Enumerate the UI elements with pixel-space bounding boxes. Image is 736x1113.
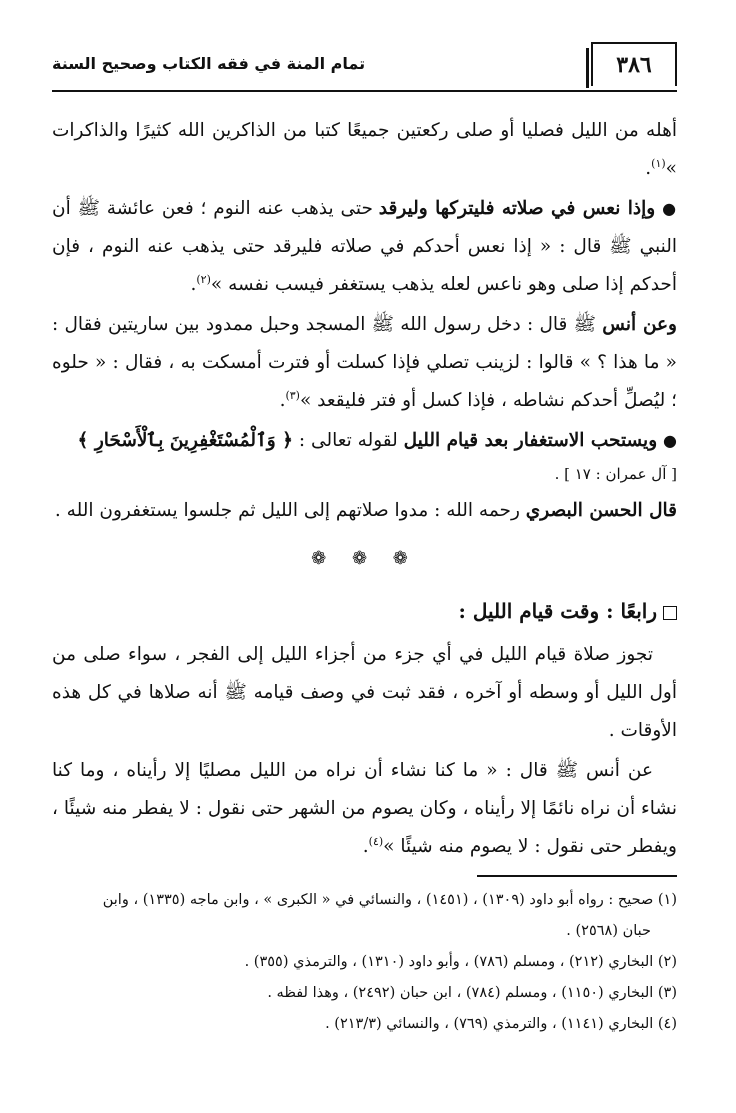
footnote-4: (٤) البخاري (١١٤١) ، والترمذي (٧٦٩) ، والنسائي (٢١٣/٣) . (325, 1015, 677, 1032)
paragraph-7: عن أنس ﷺ قال : « ما كنا نشاء أن نراه من الليل مصليًا إلا رأيناه ، وما كنا نشاء أن نراه نائمًا إلا رأيناه ، وكان يصوم من الشهر حتى نقول : لا يفطر منه شيئًا ، ويفطر حتى نقول : لا يصوم منه شيئًا »$^{(٤)}$. (52, 760, 677, 857)
paragraph-2-heading: وإذا نعس في صلاته فليتركها وليرقد (378, 198, 656, 219)
page-header (52, 40, 677, 92)
paragraph-5-heading: قال الحسن البصري (525, 500, 677, 521)
footnote-divider (477, 875, 677, 877)
bullet-icon: ● (663, 431, 677, 450)
running-title: تمام المنة في فقه الكتاب وصحيح السنة (52, 54, 366, 73)
paragraph-3: وعن أنس ﷺ قال : دخل رسول الله ﷺ المسجد وحبل ممدود بين ساريتين فقال : « ما هذا ؟ » قالوا : لزينب تصلي فإذا كسلت أو فترت أمسكت به ، فقال : « حلوه ؛ ليُصلِّ أحدكم نشاطه ، فإذا كسل أو فتر فليقعد »$^{(٣)}$. (52, 314, 677, 411)
page-number: ٣٨٦ (591, 42, 677, 86)
footnote-ref-4: (٤) (368, 834, 384, 848)
section-title (52, 592, 677, 630)
paragraph-7-text: عن أنس ﷺ قال : « ما كنا نشاء أن نراه من الليل مصليًا إلا رأيناه ، وما كنا نشاء أن نراه نائمًا إلا رأيناه ، وكان يصوم من الشهر حتى نقول : لا يفطر منه شيئًا ، ويفطر حتى نقول : لا يصوم منه شيئًا » (52, 760, 677, 857)
paragraph-3-text: ﷺ قال : دخل رسول الله ﷺ المسجد وحبل ممدود بين ساريتين فقال : « ما هذا ؟ » قالوا : لزينب تصلي فإذا كسلت أو فترت أمسكت به ، فقال : « حلوه ؛ ليُصلِّ أحدكم نشاطه ، فإذا كسل أو فتر فليقعد » (52, 314, 677, 411)
quran-verse: ﴿ وَٱلْمُسْتَغْفِرِينَ بِٱلْأَسْحَارِ ﴾ (77, 430, 294, 451)
section-title-text: رابعًا : وقت قيام الليل : (458, 599, 657, 623)
bullet-icon: ● (662, 199, 677, 218)
paragraph-1-text: أهله من الليل فصليا أو صلى ركعتين جميعًا كتبا من الذاكرين الله كثيرًا والذاكرات » (52, 120, 677, 179)
footnote-2: (٢) البخاري (٢١٢) ، ومسلم (٧٨٦) ، وأبو داود (١٣١٠) ، والترمذي (٣٥٥) . (244, 953, 677, 970)
footnote-ref-3: (٣) (285, 388, 300, 402)
paragraph-6: تجوز صلاة قيام الليل في أي جزء من أجزاء الليل إلى الفجر ، سواء صلى من أول الليل أو وسطه أو آخره ، فقد ثبت في وصف قيامه ﷺ أنه صلاها في كل هذه الأوقات . (52, 644, 677, 741)
paragraph-2-text: حتى يذهب عنه النوم ؛ فعن عائشة ﷺ أن النبي ﷺ قال : « إذا نعس أحدكم في صلاته فليرقد حتى يذهب عنه النوم ، فإن أحدكم إذا صلى وهو ناعس لعله يذهب يستغفر فيسب نفسه » (52, 198, 677, 295)
paragraph-4-heading: ويستحب الاستغفار بعد قيام الليل (403, 430, 658, 451)
paragraph-4-text: لقوله تعالى : (293, 430, 404, 451)
page-body (52, 92, 677, 866)
paragraph-5-text: رحمه الله : مدوا صلاتهم إلى الليل ثم جلسوا يستغفرون الله . (54, 500, 526, 521)
footnote-3: (٣) البخاري (١١٥٠) ، ومسلم (٧٨٤) ، ابن حبان (٢٤٩٢) ، وهذا لفظه . (267, 984, 677, 1001)
paragraph-5 (52, 492, 677, 530)
footnotes (52, 875, 677, 1040)
section-divider-ornament: ❁ ❁ ❁ (311, 548, 418, 569)
footnote-1-continued: حبان (٢٥٦٨) . (566, 922, 651, 939)
quran-citation: [ آل عمران : ١٧ ] . (554, 465, 677, 483)
square-bullet-icon (663, 606, 677, 620)
book-page (52, 40, 677, 1080)
footnote-1: (١) صحيح : رواه أبو داود (١٣٠٩) ، (١٤٥١) ، والنسائي في « الكبرى » ، وابن ماجه (١٣٣٥) ، وابن (102, 891, 677, 908)
paragraph-3-heading: وعن أنس (602, 314, 677, 335)
paragraph-2: ● وإذا نعس في صلاته فليتركها وليرقد حتى يذهب عنه النوم ؛ فعن عائشة ﷺ أن النبي ﷺ قال : « إذا نعس أحدكم في صلاته فليرقد حتى يذهب عنه النوم ، فإن أحدكم إذا صلى وهو ناعس لعله يذهب يستغفر فيسب نفسه »$^{(٢)}$. (52, 198, 677, 295)
footnote-ref-2: (٢) (196, 272, 211, 286)
paragraph-1: أهله من الليل فصليا أو صلى ركعتين جميعًا كتبا من الذاكرين الله كثيرًا والذاكرات »$^{(١)}$. (52, 120, 677, 179)
paragraph-4 (52, 422, 677, 460)
footnote-ref-1: (١) (651, 156, 666, 170)
